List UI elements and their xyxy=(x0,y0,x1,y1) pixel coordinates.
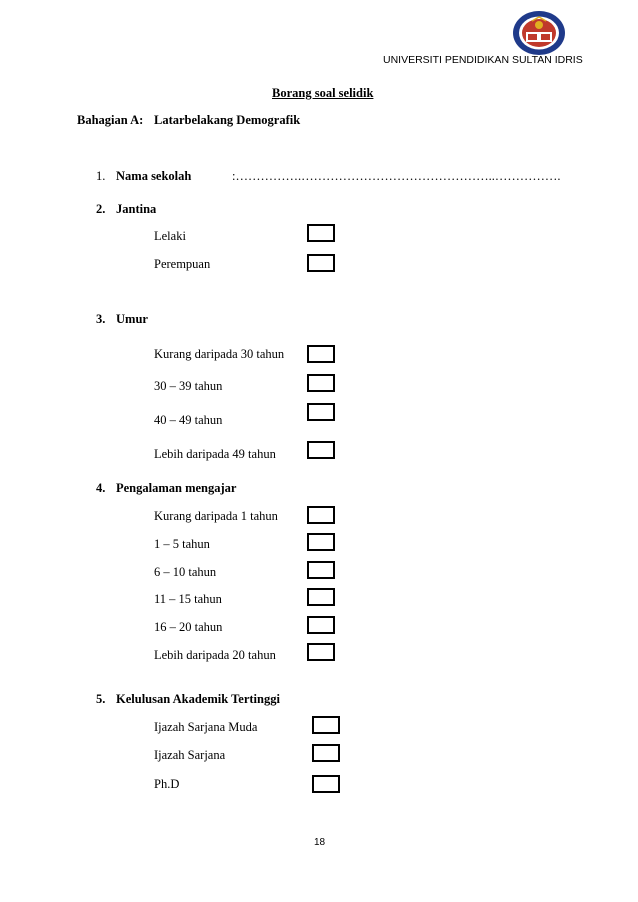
checkbox-exp-over-20[interactable] xyxy=(307,643,335,661)
option-masters-label: Ijazah Sarjana xyxy=(154,748,226,762)
option-perempuan-label: Perempuan xyxy=(154,257,211,271)
checkbox-age-under-30[interactable] xyxy=(307,345,335,363)
checkbox-age-40-49[interactable] xyxy=(307,403,335,421)
q5-label: Kelulusan Akademik Tertinggi xyxy=(116,692,280,706)
checkbox-exp-16-20[interactable] xyxy=(307,616,335,634)
q4-label: Pengalaman mengajar xyxy=(116,481,237,495)
university-name: UNIVERSITI PENDIDIKAN SULTAN IDRIS xyxy=(383,54,583,66)
checkbox-exp-11-15[interactable] xyxy=(307,588,335,606)
option-exp-1-5-label: 1 – 5 tahun xyxy=(154,537,210,551)
option-exp-16-20-label: 16 – 20 tahun xyxy=(154,620,223,634)
q5-number: 5. xyxy=(96,692,106,706)
university-logo xyxy=(512,10,566,56)
option-degree-label: Ijazah Sarjana Muda xyxy=(154,720,258,734)
checkbox-exp-6-10[interactable] xyxy=(307,561,335,579)
option-age-30-39-label: 30 – 39 tahun xyxy=(154,379,223,393)
q3-label: Umur xyxy=(116,312,148,326)
option-exp-11-15-label: 11 – 15 tahun xyxy=(154,592,222,606)
option-phd-label: Ph.D xyxy=(154,777,180,791)
checkbox-masters[interactable] xyxy=(312,744,340,762)
option-age-40-49-label: 40 – 49 tahun xyxy=(154,413,223,427)
checkbox-phd[interactable] xyxy=(312,775,340,793)
checkbox-exp-under-1[interactable] xyxy=(307,506,335,524)
checkbox-lelaki[interactable] xyxy=(307,224,335,242)
checkbox-degree[interactable] xyxy=(312,716,340,734)
q1-label: Nama sekolah xyxy=(116,169,192,183)
option-age-over-49-label: Lebih daripada 49 tahun xyxy=(154,447,276,461)
checkbox-perempuan[interactable] xyxy=(307,254,335,272)
checkbox-age-30-39[interactable] xyxy=(307,374,335,392)
q1-number: 1. xyxy=(96,169,106,183)
option-exp-6-10-label: 6 – 10 tahun xyxy=(154,565,217,579)
form-title: Borang soal selidik xyxy=(272,86,374,100)
option-exp-under-1-label: Kurang daripada 1 tahun xyxy=(154,509,278,523)
option-lelaki-label: Lelaki xyxy=(154,229,186,243)
option-age-under-30-label: Kurang daripada 30 tahun xyxy=(154,347,285,361)
page-number: 18 xyxy=(314,837,326,848)
q3-number: 3. xyxy=(96,312,106,326)
school-name-field[interactable]: :…………….………………………………………..……………. xyxy=(232,169,561,183)
checkbox-exp-1-5[interactable] xyxy=(307,533,335,551)
section-title: Latarbelakang Demografik xyxy=(154,113,301,127)
section-label: Bahagian A: xyxy=(77,113,144,127)
option-exp-over-20-label: Lebih daripada 20 tahun xyxy=(154,648,276,662)
q2-number: 2. xyxy=(96,202,106,216)
q2-label: Jantina xyxy=(116,202,157,216)
checkbox-age-over-49[interactable] xyxy=(307,441,335,459)
q4-number: 4. xyxy=(96,481,106,495)
